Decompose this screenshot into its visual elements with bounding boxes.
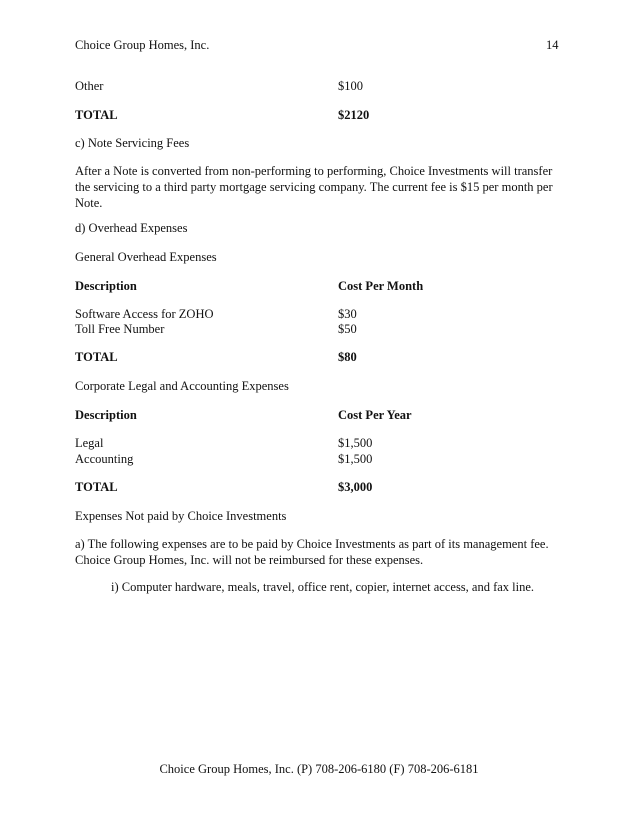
footer-contact: Choice Group Homes, Inc. (P) 708-206-6180 (F) 708-206-6181 — [159, 762, 479, 776]
other-value: $100 — [338, 79, 363, 93]
not-paid-paragraph: a) The following expenses are to be paid by Choice Investments as part of its management fee. Choice Group Homes, Inc. will not be reimbursed for these expenses. — [75, 537, 549, 567]
intro-total-value: $2120 — [338, 108, 370, 122]
general-col-description: Description — [75, 279, 137, 293]
intro-total-label: TOTAL — [75, 108, 118, 122]
section-c-paragraph: After a Note is converted from non-performing to performing, Choice Investments will transfer the servicing to a third party mortgage servicing company. The current fee is $15 per month per Note. — [75, 164, 553, 210]
corporate-col-description: Description — [75, 408, 137, 422]
general-row-label: Toll Free Number — [75, 322, 165, 336]
general-total-value: $80 — [338, 350, 357, 364]
general-total-label: TOTAL — [75, 350, 118, 364]
general-col-cost: Cost Per Month — [338, 279, 424, 293]
corporate-expenses-title: Corporate Legal and Accounting Expenses — [75, 379, 289, 393]
corporate-total-value: $3,000 — [338, 480, 373, 494]
section-c-heading: c) Note Servicing Fees — [75, 136, 190, 150]
not-paid-item: i) Computer hardware, meals, travel, office rent, copier, internet access, and fax line. — [111, 580, 535, 594]
general-row-value: $30 — [338, 307, 357, 321]
corporate-row-value: $1,500 — [338, 436, 373, 450]
general-row-label: Software Access for ZOHO — [75, 307, 214, 321]
not-paid-title: Expenses Not paid by Choice Investments — [75, 509, 287, 523]
page-number: 14 — [546, 38, 559, 52]
corporate-row-label: Accounting — [75, 452, 134, 466]
corporate-row-label: Legal — [75, 436, 104, 450]
corporate-col-cost: Cost Per Year — [338, 408, 412, 422]
other-label: Other — [75, 79, 104, 93]
corporate-row-value: $1,500 — [338, 452, 373, 466]
header-company: Choice Group Homes, Inc. — [75, 38, 210, 52]
general-row-value: $50 — [338, 322, 357, 336]
general-overhead-title: General Overhead Expenses — [75, 250, 217, 264]
corporate-total-label: TOTAL — [75, 480, 118, 494]
section-d-heading: d) Overhead Expenses — [75, 221, 188, 235]
